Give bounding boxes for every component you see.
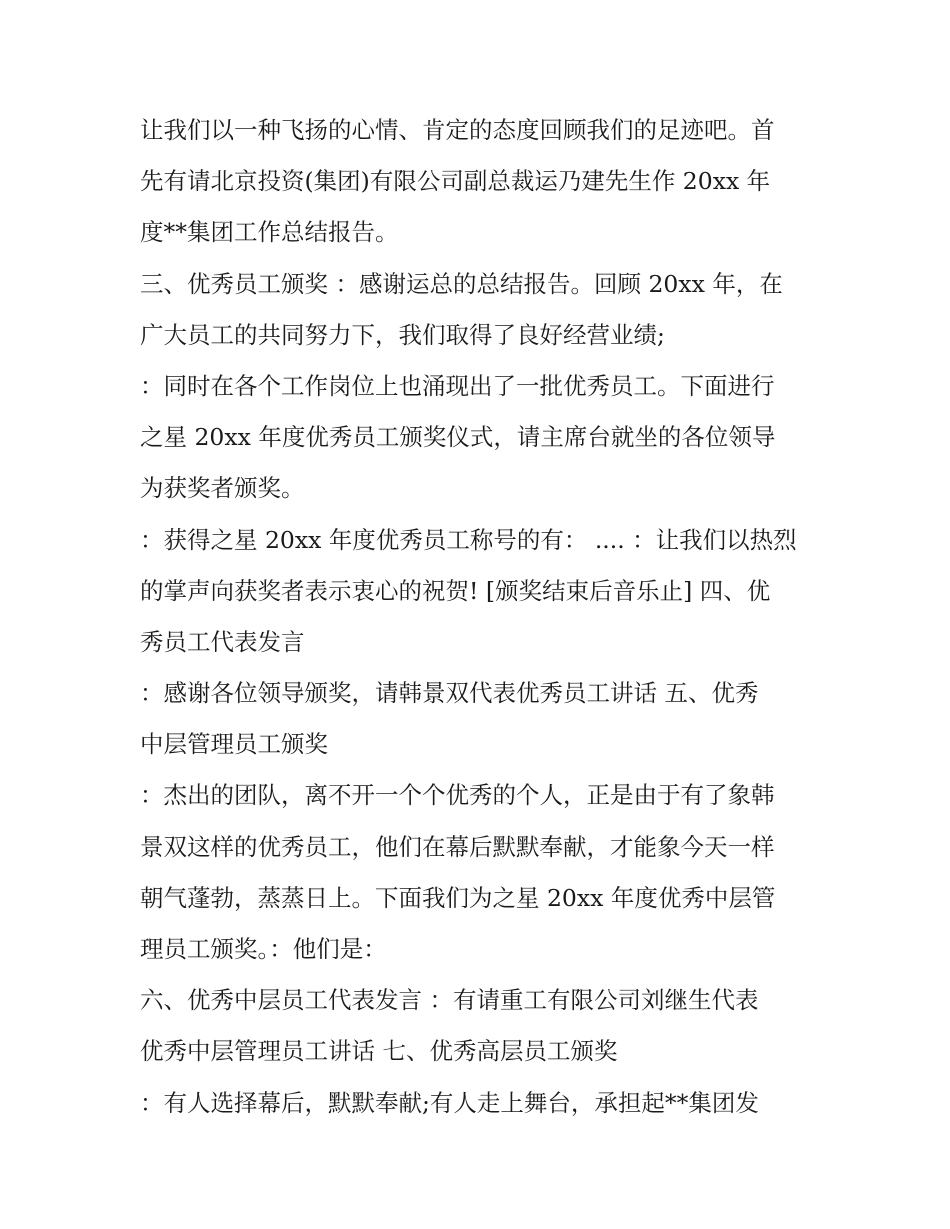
text-line: 优秀中层管理员工讲话 七、优秀高层员工颁奖	[140, 1037, 618, 1066]
text-line: ：杰出的团队，离不开一个个优秀的个人，正是由于有了象韩	[140, 781, 775, 810]
body-text	[140, 108, 820, 1132]
text-line: 的掌声向获奖者表示衷心的祝贺! [颁奖结束后音乐止] 四、优	[140, 576, 771, 605]
text-line: 先有请北京投资(集团)有限公司副总裁运乃建先生作 20xx 年	[140, 167, 771, 196]
text-line: 理员工颁奖。：他们是：	[140, 935, 387, 963]
text-line: 中层管理员工颁奖	[140, 730, 328, 759]
text-line: 景双这样的优秀员工，他们在幕后默默奉献，才能象今天一样	[140, 832, 775, 861]
text-line: ：同时在各个工作岗位上也涌现出了一批优秀员工。下面进行	[140, 371, 775, 400]
text-line: 之星 20xx 年度优秀员工颁奖仪式，请主席台就坐的各位领导	[140, 423, 776, 452]
text-line: 广大员工的共同努力下，我们取得了良好经营业绩;	[140, 320, 665, 349]
text-line: 秀员工代表发言	[140, 627, 305, 656]
text-line: ：获得之星 20xx 年度优秀员工称号的有： .... ：让我们以热烈	[140, 525, 797, 554]
text-line: ：有人选择幕后，默默奉献;有人走上舞台，承担起**集团发	[140, 1088, 759, 1117]
text-line: 三、优秀员工颁奖 ：感谢运总的总结报告。回顾 20xx 年，在	[140, 269, 783, 298]
text-line: 度**集团工作总结报告。	[140, 218, 399, 247]
text-line: ：感谢各位领导颁奖，请韩景双代表优秀员工讲话 五、优秀	[140, 679, 759, 708]
text-line: 朝气蓬勃，蒸蒸日上。下面我们为之星 20xx 年度优秀中层管	[140, 883, 776, 912]
text-line: 让我们以一种飞扬的心情、肯定的态度回顾我们的足迹吧。首	[140, 116, 775, 144]
text-line: 六、优秀中层员工代表发言 ：有请重工有限公司刘继生代表	[140, 986, 759, 1015]
text-line: 为获奖者颁奖。	[140, 474, 305, 503]
